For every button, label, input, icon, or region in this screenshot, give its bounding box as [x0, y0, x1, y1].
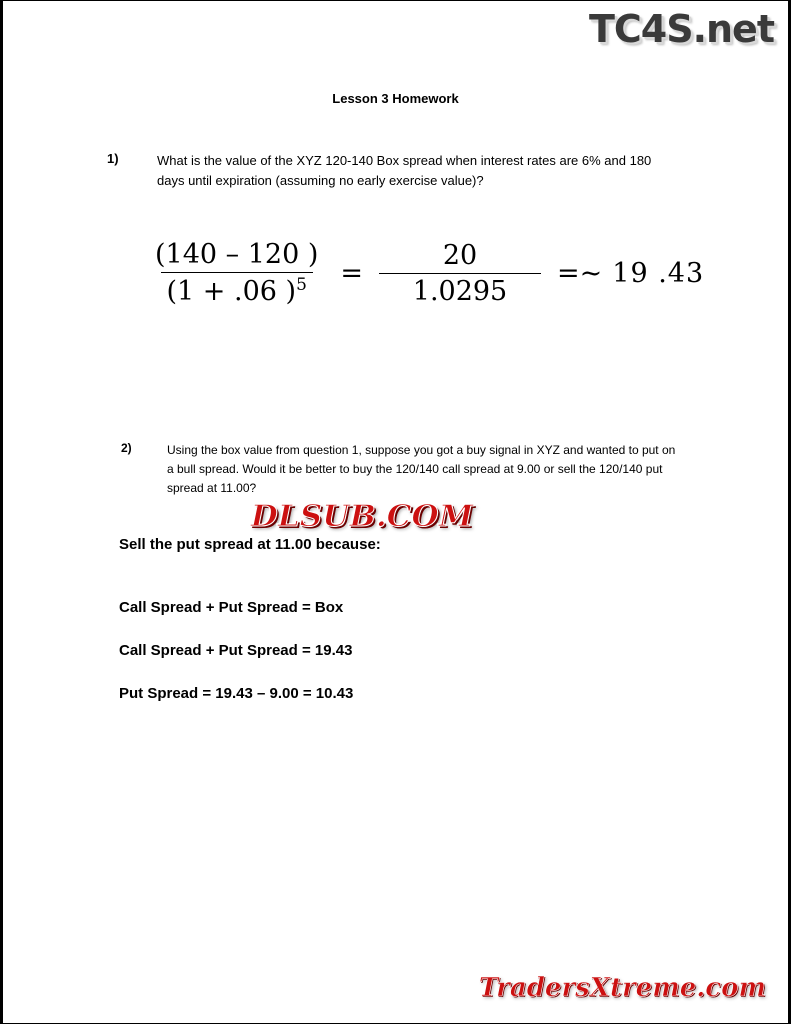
- question-1-text: What is the value of the XYZ 120-140 Box spread when interest rates are 6% and 180 days until expiration (assuming no early exercise value)?: [157, 153, 652, 188]
- formula-fraction-1-numerator: (140 – 120 ): [155, 239, 319, 270]
- formula-fraction-2-denominator: 1.0295: [379, 273, 541, 307]
- formula-fraction-2-numerator: 20: [442, 239, 478, 271]
- formula-result: 19 .43: [612, 257, 705, 289]
- question-1-number: 1): [107, 151, 119, 166]
- answer-line-3: Call Spread + Put Spread = 19.43: [119, 642, 353, 659]
- formula-denominator-base: (1 + .06 ): [166, 276, 297, 307]
- answer-line-4: Put Spread = 19.43 – 9.00 = 10.43: [119, 685, 354, 702]
- page-title: Lesson 3 Homework: [332, 91, 459, 106]
- formula-fraction-1: [149, 239, 324, 307]
- formula-fraction-1-denominator: [161, 272, 313, 307]
- dlsub-watermark: DLSUB.COM: [250, 499, 474, 534]
- box-spread-formula: [143, 239, 704, 307]
- formula-fraction-2: [379, 240, 541, 307]
- question-2-number: 2): [121, 441, 132, 455]
- tradersxtreme-watermark: TradersXtreme.com: [478, 973, 766, 1003]
- answer-line-2: Call Spread + Put Spread = Box: [119, 599, 344, 616]
- formula-equals-2: =~: [557, 257, 603, 289]
- question-2-text: Using the box value from question 1, suppose you got a buy signal in XYZ and wanted to put on a bull spread. Would it be better to buy the 120/140 call spread at 9.00 or sell the 120/140 put spread at 11.00?: [167, 443, 676, 495]
- formula-equals-1: =: [340, 257, 364, 289]
- tc4s-watermark: TC4S.net: [588, 7, 774, 51]
- answer-line-1: Sell the put spread at 11.00 because:: [119, 536, 381, 553]
- formula-denominator-exponent: 5: [296, 275, 307, 295]
